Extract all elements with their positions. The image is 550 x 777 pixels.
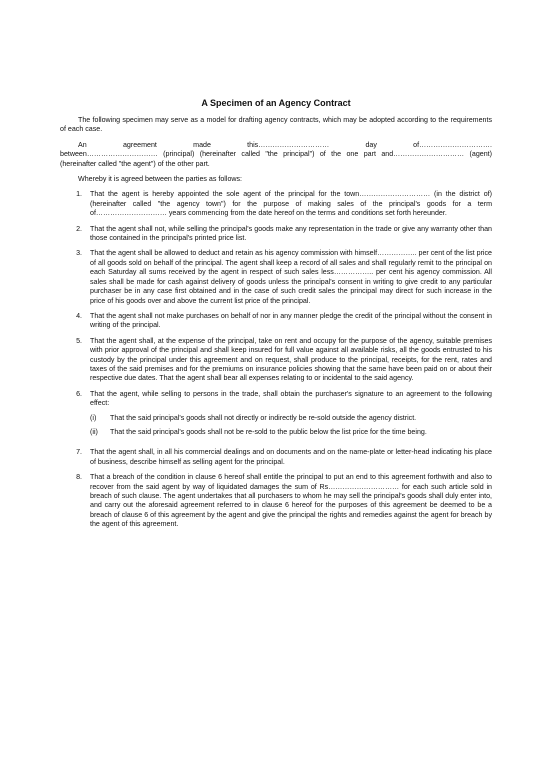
- clause-number: 2.: [76, 224, 82, 233]
- sub-clause-text: That the said principal's goods shall not be re-sold to the public below the list price for the time being.: [110, 427, 427, 436]
- document-title: A Specimen of an Agency Contract: [201, 98, 351, 108]
- sub-clause-text: That the said principal's goods shall not directly or indirectly be re-sold outside the agency district.: [110, 413, 417, 422]
- parties-line-1: An agreement made this………………………… day of………………………….: [78, 140, 492, 149]
- clause-number: 7.: [76, 448, 82, 457]
- clause-text: That the agent shall, in all his commercial dealings and on documents and on the name-plate or letter-head indicating his place of business, describe himself as selling agent for the principal.: [90, 448, 492, 466]
- document-page: [60, 98, 492, 536]
- sub-clause-number: (i): [90, 413, 97, 422]
- clause-item: [60, 448, 492, 467]
- parties-line-2: between………………………… (principal) (hereinafter called "the principal") of the one part and………………………… (agent) (hereinafter called "the agent") of the other part.: [60, 150, 492, 168]
- whereby-paragraph: Whereby it is agreed between the parties as follows:: [78, 175, 243, 184]
- clause-number: 1.: [76, 190, 82, 199]
- intro-paragraph: The following specimen may serve as a model for drafting agency contracts, which may be adopted according to the requirements of each case.: [60, 116, 492, 134]
- clause-item: [60, 312, 492, 331]
- clause-number: 3.: [76, 249, 82, 258]
- clause-item: [60, 473, 492, 529]
- clause-item: [60, 249, 492, 305]
- sub-clause-list: [90, 414, 492, 438]
- clause-item: [60, 337, 492, 384]
- clause-text: That the agent is hereby appointed the sole agent of the principal for the town………………………… (in the district of) (hereinafter called "the agency town") for the purpose of making sales of the principal's goods for a term of………………………… years commencing from the date hereof on the terms and conditions set forth hereunder.: [90, 190, 492, 218]
- clause-number: 4.: [76, 311, 82, 320]
- clause-text: That the agent shall not, while selling the principal's goods make any representation in the trade or give any warranty other than those contained in the principal's printed price list.: [90, 224, 492, 243]
- clause-text: That the agent shall, at the expense of the principal, take on rent and occupy for the purpose of the agency, suitable premises with prior approval of the principal and shall keep insured for full value against all available risks, all the goods entrusted to his custody by the principal under this agreement and on request, shall produce to the principal, receipts, for the rent, rates and taxes of the said premises and for the premiums on insurance policies showing that the same have been paid on or about their respective due dates. That the agent shall bear all expenses relating to or incidental to the said agency.: [90, 336, 492, 383]
- clause-item: [60, 390, 492, 443]
- clause-text: That the agent shall be allowed to deduct and retain as his agency commission with himself…………….. per cent of the list price of all goods sold on behalf of the principal. The agent shall keep a record of all sales and shall regularly remit to the principal on each Saturday all sums received by the agent in respect of such sales less…………….. per cent his agency commission. All sales shall be made for cash against delivery of goods unless the principal's consent in writing to give credit to any particular purchaser be in any case first obtained and in the case of such credit sales the principal may direct for such increase in the price of his goods over and above the current list price of the principal.: [90, 249, 492, 305]
- clause-number: 8.: [76, 473, 82, 482]
- clause-number: 5.: [76, 336, 82, 345]
- clause-item: [60, 190, 492, 218]
- sub-clause-item: [90, 414, 492, 423]
- parties-paragraph: [60, 141, 492, 169]
- clause-list: [60, 190, 492, 529]
- clause-text: That the agent, while selling to persons in the trade, shall obtain the purchaser's signature to an agreement to the following effect:: [90, 389, 492, 408]
- clause-text: That the agent shall not make purchases on behalf of nor in any manner pledge the credit of the principal without the consent in writing of the principal.: [90, 311, 492, 330]
- sub-clause-item: [90, 428, 492, 437]
- clause-item: [60, 225, 492, 244]
- clause-number: 6.: [76, 389, 82, 398]
- clause-text: That a breach of the condition in clause 6 hereof shall entitle the principal to put an end to this agreement forthwith and also to recover from the said agent by way of liquidated damages the sum of Rs………………………… for each such article sold in breach of such clause. The agent undertakes that all purchasers to whom he may sell the principal's goods shall duly enter into, and carry out the aforesaid agreement referred to in clause 6 hereof for the purposes of this agreement be deemed to be a breach of clause 6 of this agreement by the agent and give the principal the rights and remedies against the agent for breach by the agent of this agreement.: [90, 473, 492, 529]
- sub-clause-number: (ii): [90, 427, 98, 436]
